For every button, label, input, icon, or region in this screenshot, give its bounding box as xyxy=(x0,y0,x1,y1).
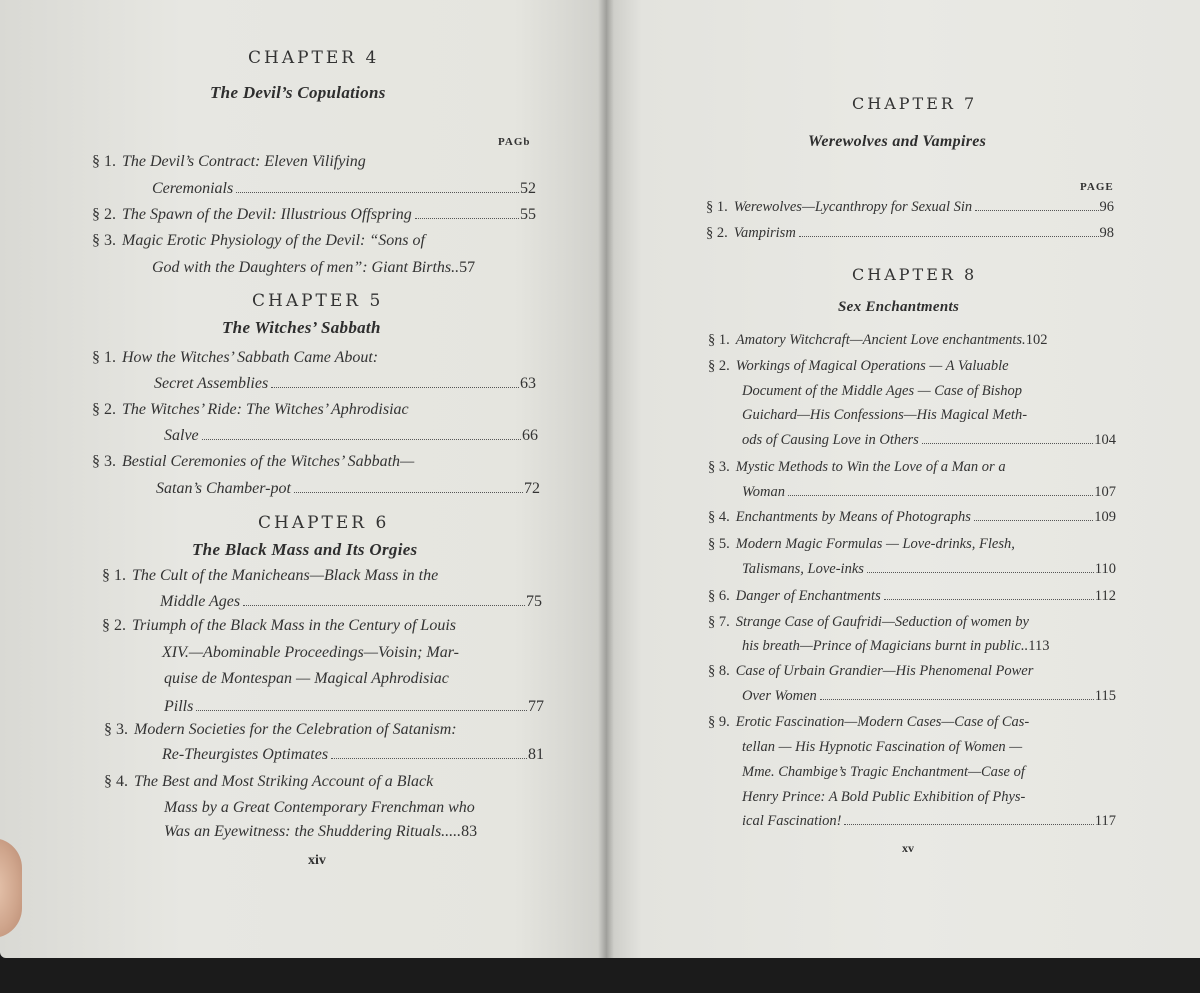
toc-entry-line: Mme. Chambige’s Tragic Enchantment—Case of xyxy=(742,764,1025,780)
toc-entry-line: Mass by a Great Contemporary Frenchman who xyxy=(164,799,475,816)
toc-entry-line: Secret Assemblies 63 xyxy=(154,375,536,392)
toc-entry-line: XIV.—Abominable Proceedings—Voisin; Mar- xyxy=(162,644,459,661)
toc-entry-line: Woman 107 xyxy=(742,484,1116,500)
toc-entry-line: Re-Theurgistes Optimates 81 xyxy=(162,746,544,763)
toc-entry-line: § 2. Workings of Magical Operations — A Valuable xyxy=(708,358,1009,374)
toc-entry-line: § 1. The Devil’s Contract: Eleven Vilifying xyxy=(92,153,366,170)
toc-entry-line: tellan — His Hypnotic Fascination of Women — xyxy=(742,739,1023,755)
chapter-6-title: The Black Mass and Its Orgies xyxy=(192,540,418,559)
toc-entry-line: § 2. The Witches’ Ride: The Witches’ Aphrodisiac xyxy=(92,401,409,418)
toc-entry-line: Guichard—His Confessions—His Magical Meth- xyxy=(742,407,1028,423)
chapter-7-title: Werewolves and Vampires xyxy=(808,133,987,150)
right-page xyxy=(606,0,1200,958)
toc-entry-line: § 4. The Best and Most Striking Account of a Black xyxy=(104,773,434,790)
chapter-7-heading: CHAPTER 7 xyxy=(852,94,978,113)
toc-entry-line: § 8. Case of Urbain Grandier—His Phenomenal Power xyxy=(708,663,1034,679)
toc-entry-line: Pills 77 xyxy=(164,698,544,715)
chapter-6-heading: CHAPTER 6 xyxy=(258,513,390,533)
toc-entry-line: Salve 66 xyxy=(164,427,538,444)
toc-entry-line: quise de Montespan — Magical Aphrodisiac xyxy=(164,670,449,687)
page-column-label: PAGE xyxy=(1080,181,1114,193)
toc-entry-line: ods of Causing Love in Others 104 xyxy=(742,432,1116,448)
toc-entry-line: Ceremonials 52 xyxy=(152,180,536,197)
toc-entry-line: § 4. Enchantments by Means of Photographs 109 xyxy=(708,509,1116,525)
toc-entry-line: Satan’s Chamber-pot 72 xyxy=(156,480,540,497)
toc-entry-line: Document of the Middle Ages — Case of Bishop xyxy=(742,383,1023,399)
toc-entry-line: Over Women 115 xyxy=(742,688,1116,704)
toc-entry-line: § 3. Magic Erotic Physiology of the Devil: “Sons of xyxy=(92,232,425,249)
toc-entry-line: Middle Ages 75 xyxy=(160,593,542,610)
toc-entry-line: Talismans, Love-inks 110 xyxy=(742,561,1116,577)
toc-entry-line: God with the Daughters of men”: Giant Births.. 57 xyxy=(152,259,476,276)
chapter-4-title: The Devil’s Copulations xyxy=(210,83,386,102)
toc-entry-line: § 1. Amatory Witchcraft—Ancient Love enchantments. 102 xyxy=(708,332,1048,348)
toc-entry-line: § 2. The Spawn of the Devil: Illustrious Offspring 55 xyxy=(92,206,536,223)
toc-entry-line: ical Fascination! 117 xyxy=(742,813,1116,829)
toc-entry-line: Henry Prince: A Bold Public Exhibition of Phys- xyxy=(742,789,1026,805)
toc-entry-line: § 1. How the Witches’ Sabbath Came About: xyxy=(92,349,379,366)
book-gutter xyxy=(598,0,614,958)
toc-entry-line: § 3. Bestial Ceremonies of the Witches’ Sabbath— xyxy=(92,453,415,470)
toc-entry-line: § 1. The Cult of the Manicheans—Black Mass in the xyxy=(102,567,439,584)
chapter-8-title: Sex Enchantments xyxy=(838,299,960,315)
left-page xyxy=(0,0,606,958)
chapter-5-title: The Witches’ Sabbath xyxy=(222,318,381,337)
chapter-4-heading: CHAPTER 4 xyxy=(248,48,380,68)
chapter-5-heading: CHAPTER 5 xyxy=(252,291,384,311)
page-number: xiv xyxy=(308,853,326,868)
chapter-8-heading: CHAPTER 8 xyxy=(852,265,978,284)
page-column-label: PAGb xyxy=(498,136,531,148)
toc-entry-line: § 2. Triumph of the Black Mass in the Century of Louis xyxy=(102,617,456,634)
page-number: xv xyxy=(902,841,914,855)
toc-entry-line: § 9. Erotic Fascination—Modern Cases—Case of Cas- xyxy=(708,714,1030,730)
toc-entry-line: § 7. Strange Case of Gaufridi—Seduction of women by xyxy=(708,614,1029,630)
toc-entry-line: § 6. Danger of Enchantments 112 xyxy=(708,588,1116,604)
toc-entry-line: § 5. Modern Magic Formulas — Love-drinks, Flesh, xyxy=(708,536,1015,552)
toc-entry-line: § 1. Werewolves—Lycanthropy for Sexual Sin 96 xyxy=(706,199,1114,215)
toc-entry-line: Was an Eyewitness: the Shuddering Rituals..... 83 xyxy=(164,823,478,840)
toc-entry-line: § 3. Mystic Methods to Win the Love of a Man or a xyxy=(708,459,1006,475)
toc-entry-line: § 2. Vampirism 98 xyxy=(706,225,1114,241)
toc-entry-line: his breath—Prince of Magicians burnt in public.. 113 xyxy=(742,638,1050,654)
toc-entry-line: § 3. Modern Societies for the Celebration of Satanism: xyxy=(104,721,457,738)
